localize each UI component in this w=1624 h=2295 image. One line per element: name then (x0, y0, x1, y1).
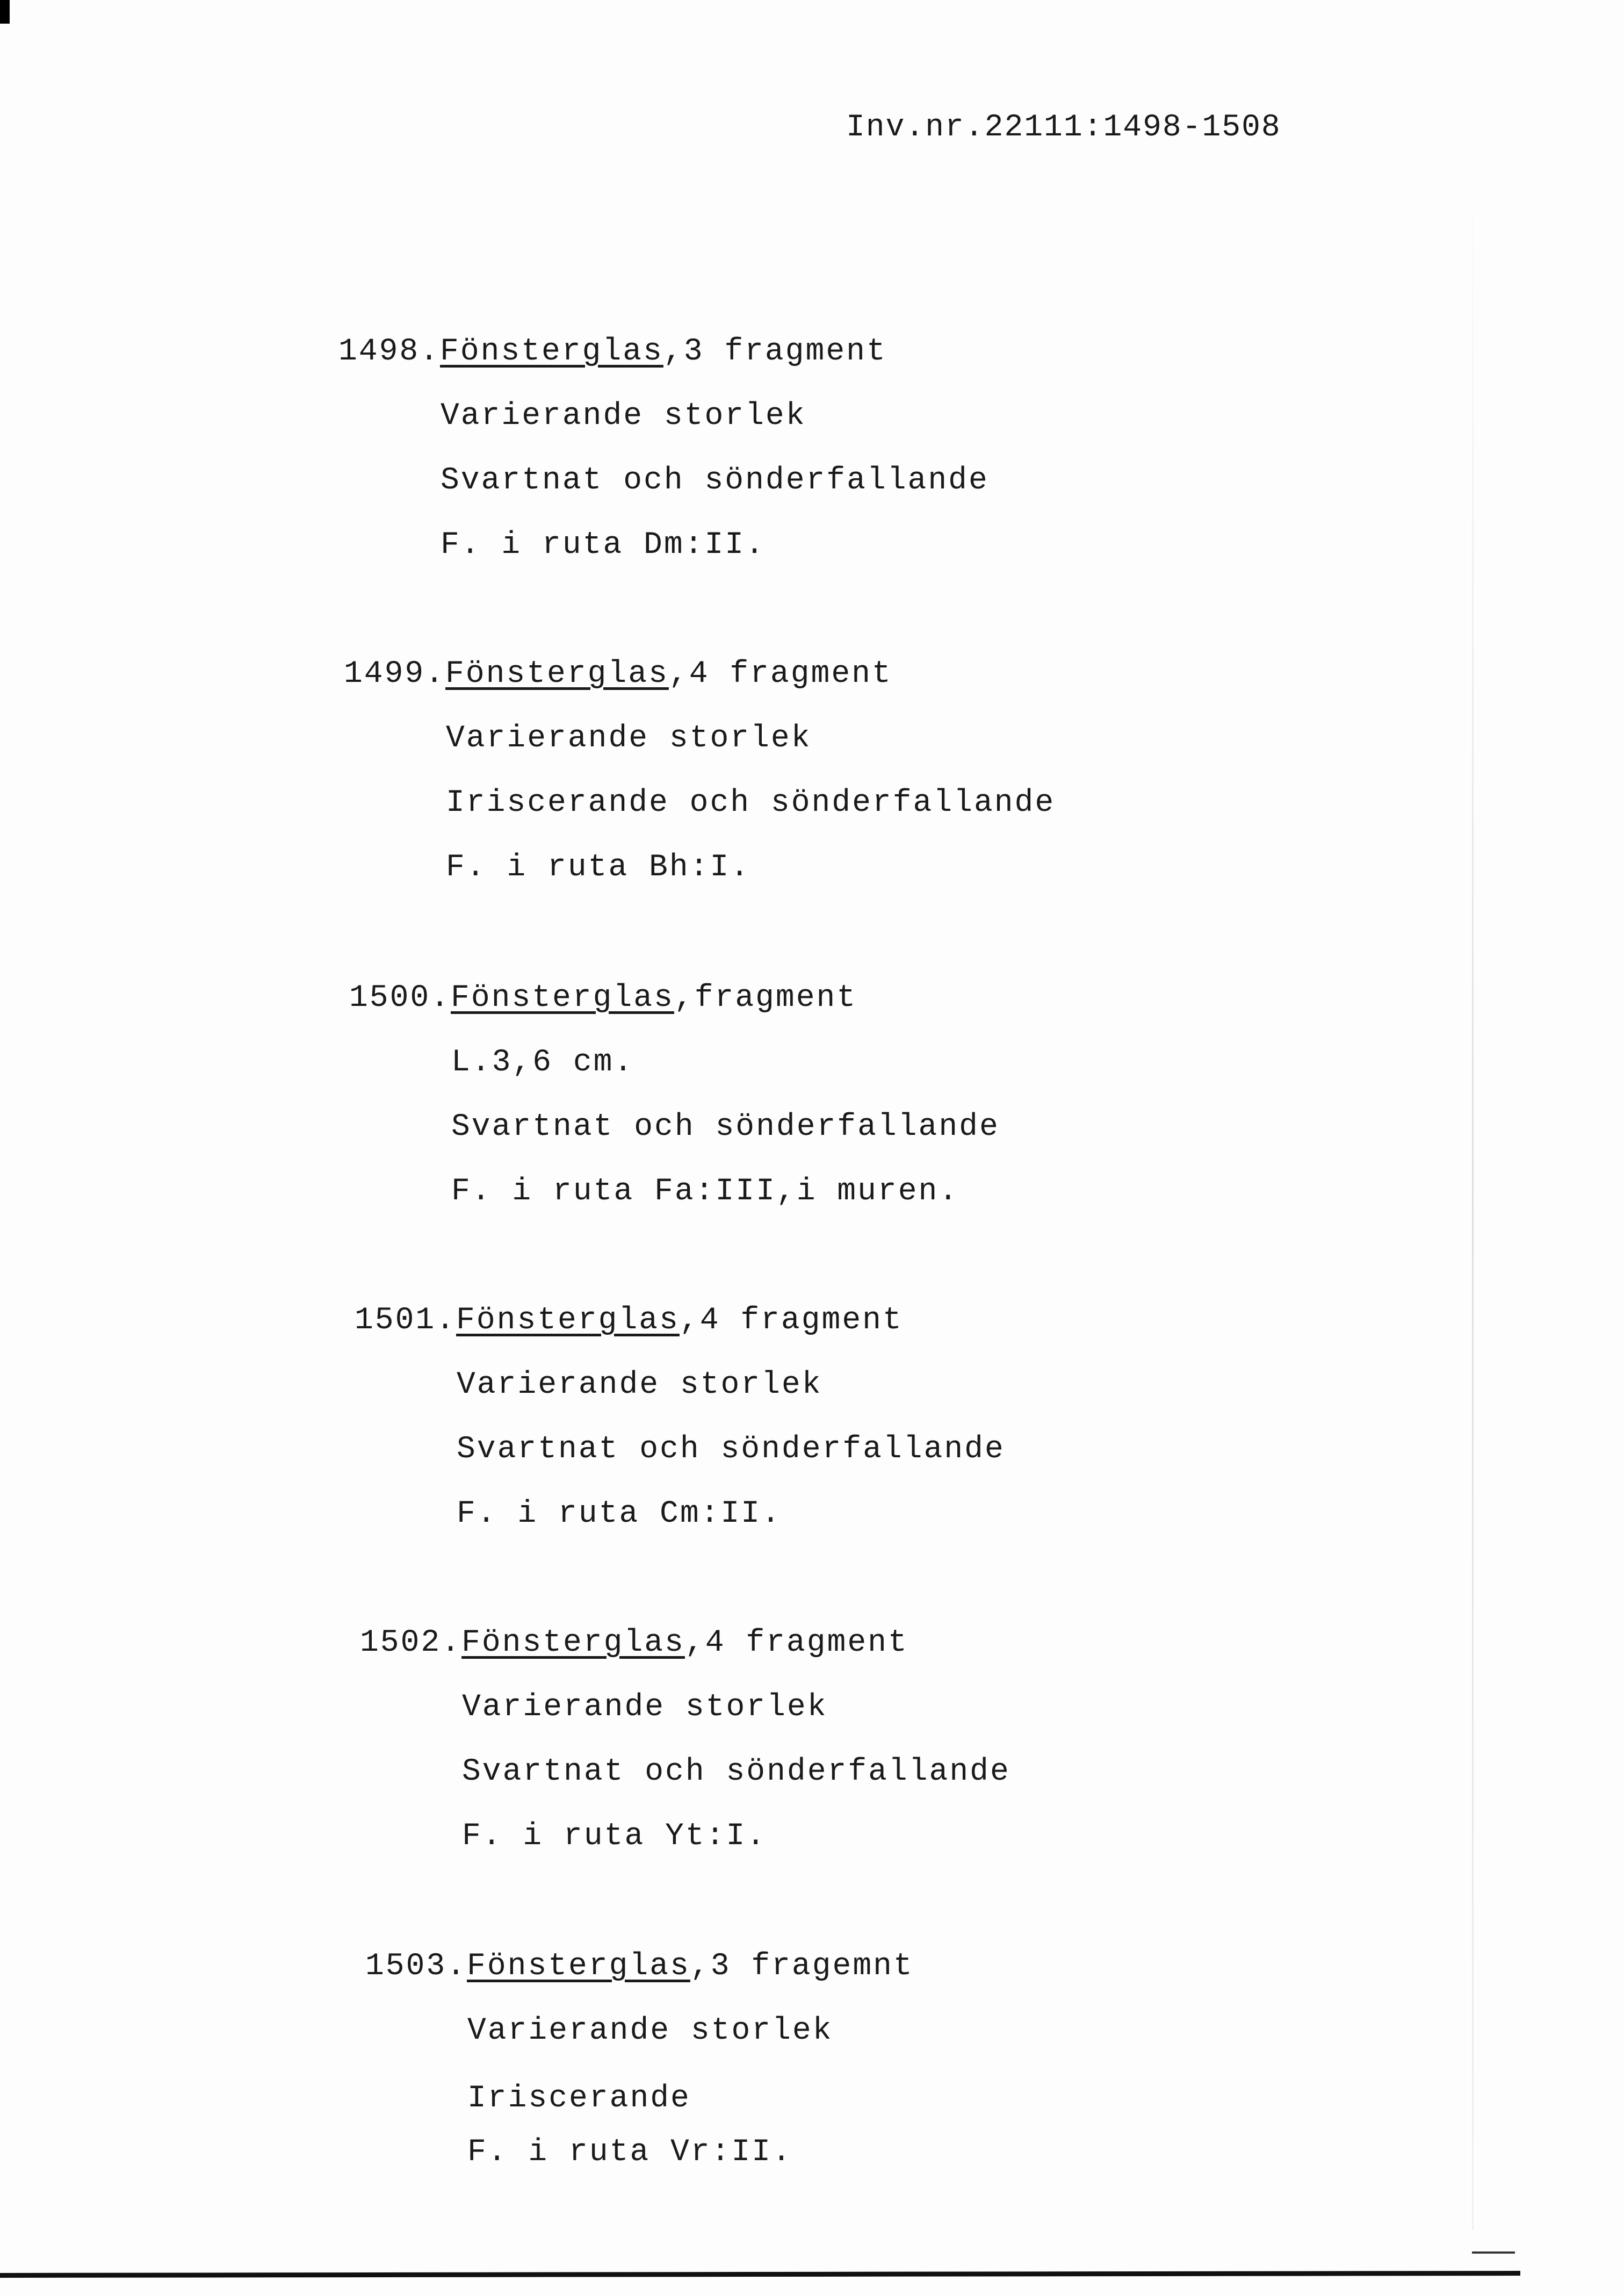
entry-title: Fönsterglas (440, 334, 663, 369)
entry-line: Iriscerande och sönderfallande (446, 786, 1056, 821)
entry-number: 1502. (360, 1625, 462, 1660)
entry-title-suffix: ,4 fragment (684, 1625, 908, 1660)
entry-number: 1500. (349, 981, 451, 1016)
entry-line: Svartnat och sönderfallande (451, 1110, 1000, 1145)
entry-line: F. i ruta Bh:I. (446, 850, 751, 885)
entry-number: 1501. (355, 1303, 457, 1338)
entry-title: Fönsterglas (467, 1949, 690, 1984)
entry-line: Varierande storlek (457, 1368, 822, 1402)
catalog-entry (344, 642, 1055, 900)
entry-heading (338, 320, 989, 384)
entry-title-suffix: ,4 fragment (668, 657, 892, 692)
entry-title-suffix: ,fragment (674, 981, 857, 1016)
inventory-number: Inv.nr.22111:1498-1508 (846, 110, 1281, 145)
catalog-entry (355, 1289, 1005, 1546)
entry-line: F. i ruta Cm:II. (457, 1497, 782, 1531)
entry-heading (349, 966, 1000, 1031)
entry-line: F. i ruta Fa:III,i muren. (451, 1174, 959, 1209)
page-edge-shadow (1472, 161, 1474, 2230)
entry-title-suffix: ,4 fragment (679, 1303, 903, 1338)
entry-number: 1498. (338, 334, 441, 369)
entry-line: Varierande storlek (467, 2013, 833, 2048)
scan-corner-mark (0, 0, 10, 24)
entry-line: Varierande storlek (441, 399, 806, 434)
entry-line: Varierande storlek (446, 721, 812, 756)
entry-heading (344, 642, 1055, 707)
entry-line: Svartnat och sönderfallande (457, 1432, 1005, 1467)
entry-line: Svartnat och sönderfallande (441, 463, 989, 498)
entry-line: F. i ruta Dm:II. (441, 528, 766, 563)
scan-bottom-edge (0, 2271, 1520, 2278)
catalog-entry (360, 1611, 1011, 1869)
entry-line: L.3,6 cm. (451, 1045, 634, 1080)
entry-heading (355, 1289, 1005, 1353)
entry-line: F. i ruta Vr:II. (467, 2135, 792, 2170)
entry-heading (360, 1611, 1011, 1675)
entry-number: 1503. (365, 1949, 467, 1984)
entry-line: Varierande storlek (462, 1690, 828, 1725)
entry-number: 1499. (344, 657, 446, 692)
entry-line: Svartnat och sönderfallande (462, 1754, 1011, 1789)
entry-line: Iriscerande (467, 2081, 691, 2116)
entry-title-suffix: ,3 fragemnt (690, 1949, 914, 1984)
entry-title-suffix: ,3 fragment (663, 334, 887, 369)
entry-title: Fönsterglas (451, 981, 674, 1016)
entry-heading (365, 1934, 914, 1999)
scan-bottom-edge-mark (1472, 2251, 1515, 2254)
entry-line: F. i ruta Yt:I. (462, 1819, 767, 1854)
catalog-entry (349, 966, 1000, 1224)
entry-title: Fönsterglas (456, 1303, 680, 1338)
catalog-entry (338, 320, 989, 578)
catalog-entry (365, 1934, 914, 2171)
entry-title: Fönsterglas (445, 657, 669, 692)
entry-title: Fönsterglas (461, 1625, 685, 1660)
